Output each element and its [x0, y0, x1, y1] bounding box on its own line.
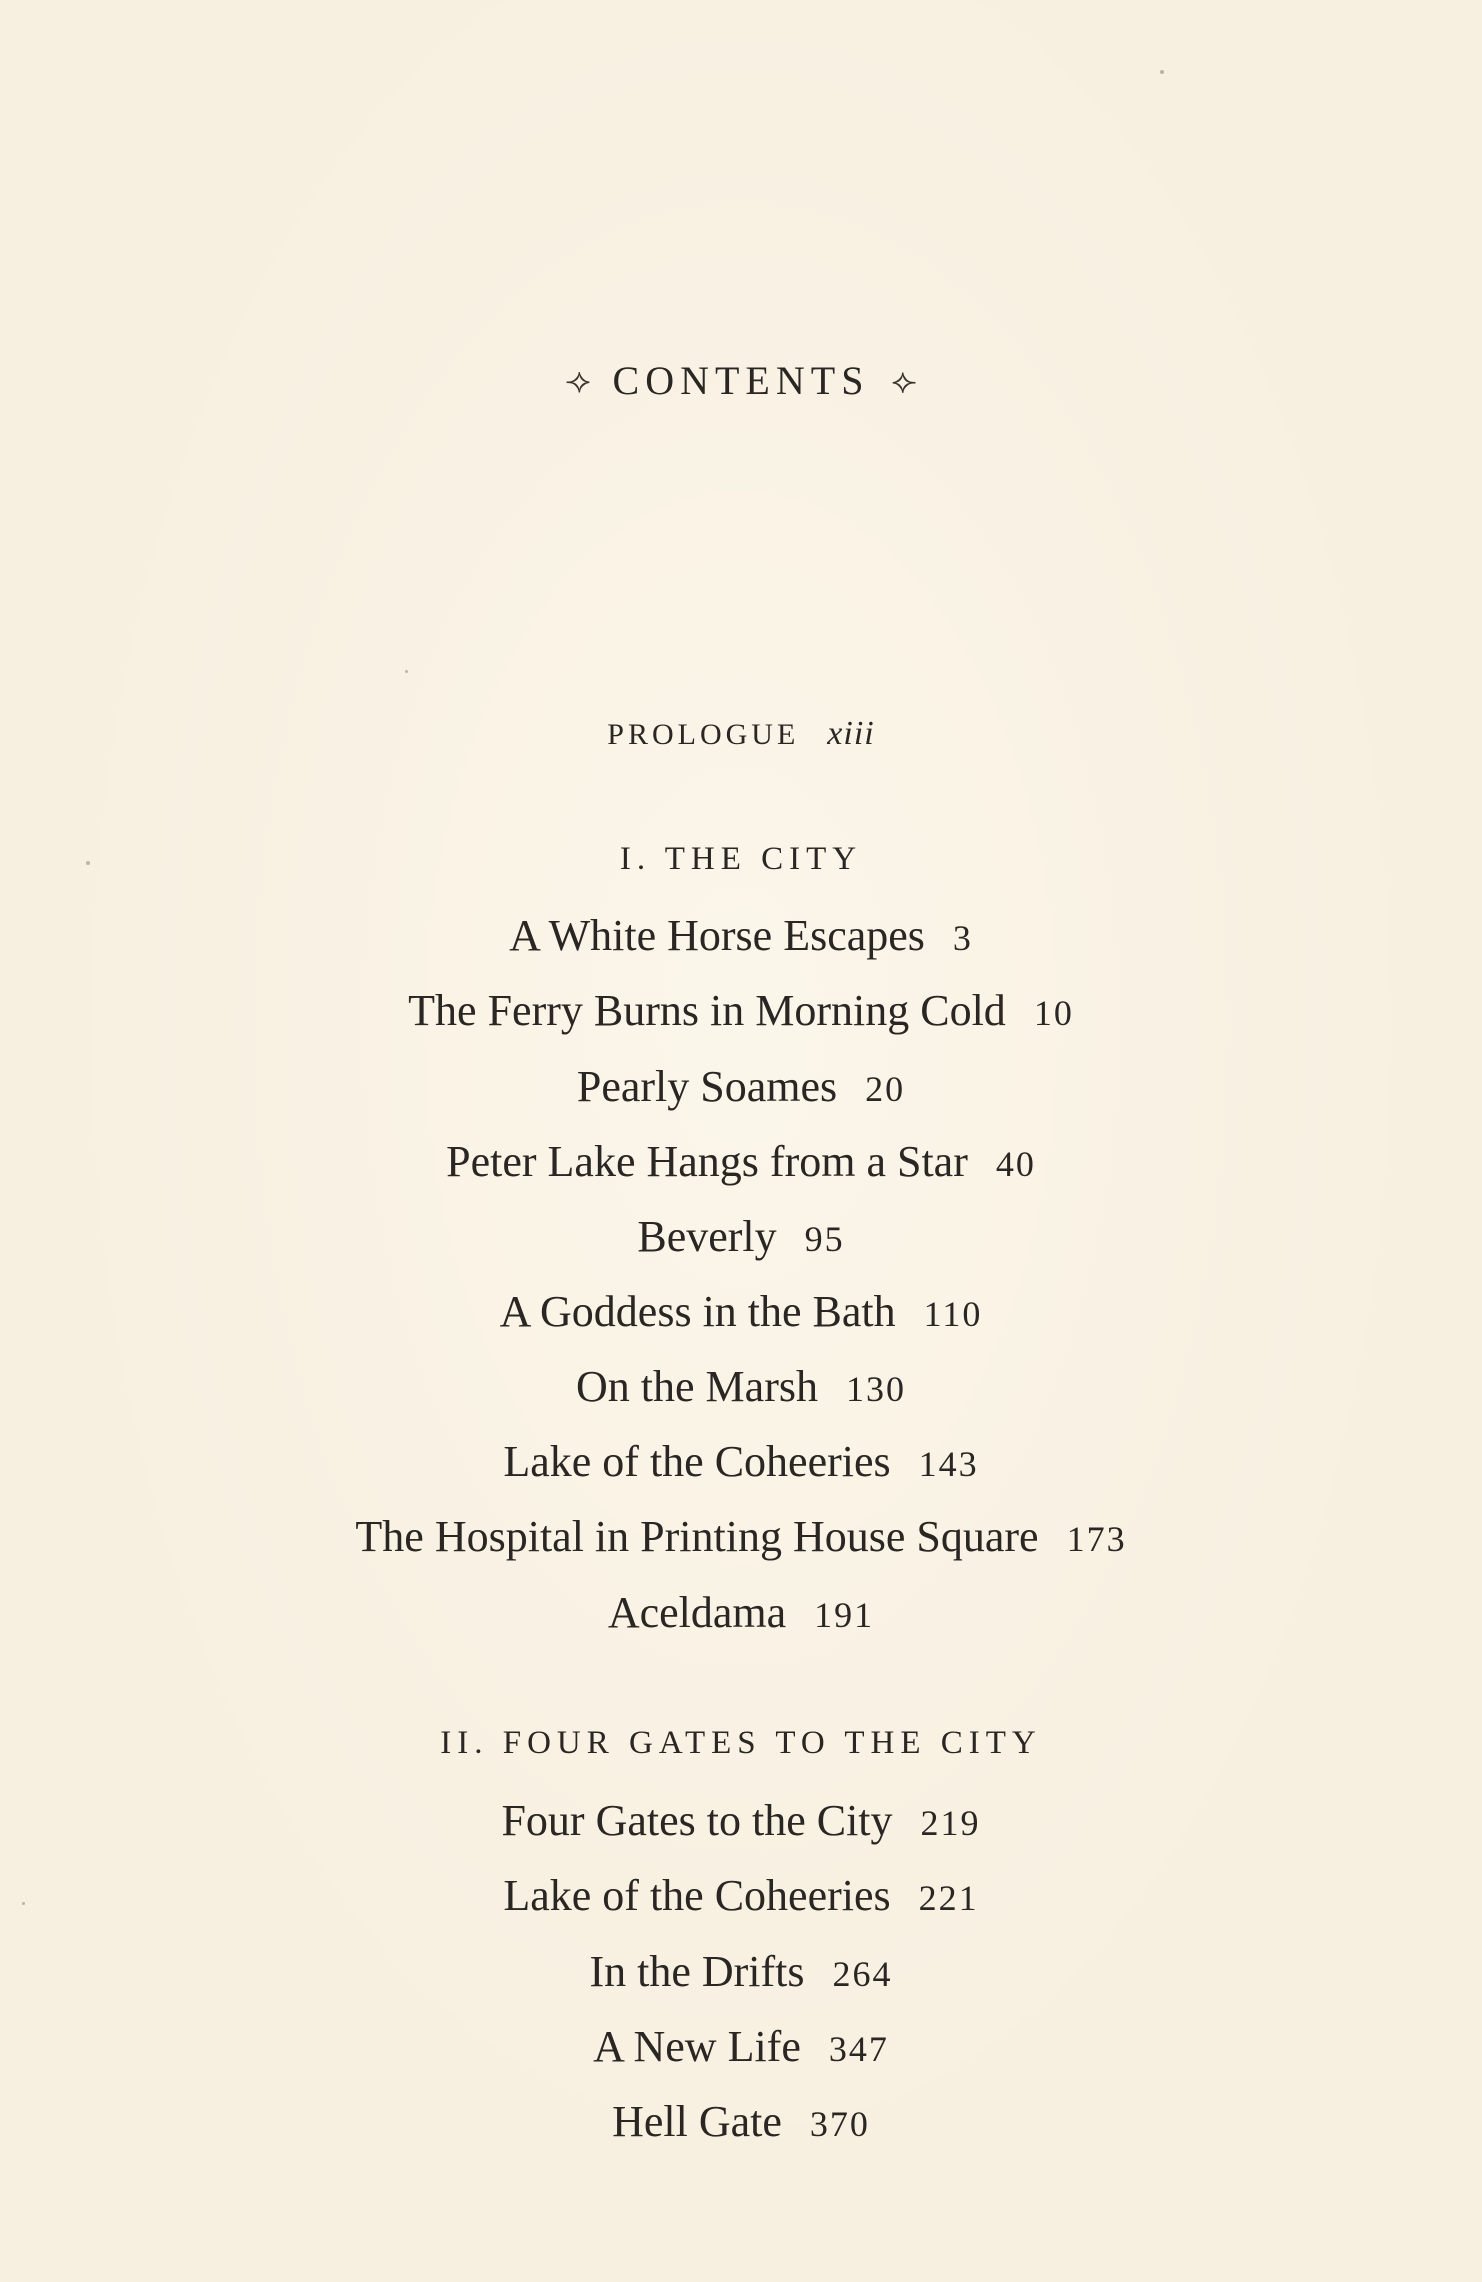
entry-title: Beverly: [637, 1212, 777, 1261]
entry-page-number: 221: [918, 1878, 979, 1918]
entry-title: The Ferry Burns in Morning Cold: [408, 986, 1006, 1035]
entry-page-number: 264: [832, 1954, 893, 1994]
entry-title: Lake of the Coheeries: [503, 1871, 891, 1920]
entry-title: Lake of the Coheeries: [503, 1437, 891, 1486]
toc-entry: [0, 1361, 1482, 1412]
entry-title: A White Horse Escapes: [509, 911, 925, 960]
entry-page-number: 347: [828, 2029, 889, 2069]
entry-page-number: 370: [809, 2104, 870, 2144]
entry-title: Hell Gate: [612, 2097, 782, 2146]
entry-page-number: 40: [995, 1144, 1036, 1184]
toc-entry: [0, 1511, 1482, 1562]
ornament-left-icon: ⟢: [565, 363, 591, 400]
toc-entry: [0, 1795, 1482, 1846]
entry-page-number: 219: [920, 1803, 981, 1843]
entry-title: Peter Lake Hangs from a Star: [446, 1137, 968, 1186]
toc-entry: [0, 910, 1482, 961]
entry-title: A Goddess in the Bath: [499, 1287, 896, 1336]
prologue-page-number: xiii: [827, 715, 875, 752]
toc-entry: [0, 1436, 1482, 1487]
entry-title: In the Drifts: [589, 1947, 805, 1996]
part-title: II. FOUR GATES TO THE CITY: [440, 1725, 1042, 1761]
entry-title: Pearly Soames: [576, 1062, 838, 1111]
prologue-entry: [0, 715, 1482, 753]
toc-entry: [0, 1587, 1482, 1638]
entry-title: The Hospital in Printing House Square: [355, 1512, 1039, 1561]
entry-page-number: 110: [923, 1294, 983, 1334]
paper-speck: [1160, 70, 1164, 74]
toc-entry: [0, 1211, 1482, 1262]
paper-speck: [405, 670, 408, 673]
entry-page-number: 10: [1033, 993, 1074, 1033]
contents-title: CONTENTS: [612, 358, 870, 403]
ornament-right-icon: ⟣: [891, 363, 917, 400]
toc-entry: [0, 985, 1482, 1036]
toc-entry: [0, 1946, 1482, 1997]
entry-title: On the Marsh: [576, 1362, 818, 1411]
entry-page-number: 173: [1066, 1519, 1127, 1559]
entry-title: Aceldama: [607, 1588, 787, 1637]
toc-entry: [0, 1061, 1482, 1112]
prologue-label: PROLOGUE: [607, 718, 800, 751]
toc-entry: [0, 2096, 1482, 2147]
toc-entry: [0, 2021, 1482, 2072]
entry-page-number: 191: [814, 1595, 875, 1635]
entry-title: Four Gates to the City: [501, 1796, 893, 1845]
toc-entry: [0, 1136, 1482, 1187]
entry-page-number: 20: [865, 1069, 906, 1109]
toc-entry: [0, 1286, 1482, 1337]
entry-title: A New Life: [593, 2022, 801, 2071]
part-title: I. THE CITY: [619, 841, 863, 877]
toc-entry: [0, 1870, 1482, 1921]
entry-page-number: 143: [918, 1444, 979, 1484]
entry-page-number: 3: [952, 918, 973, 958]
contents-heading: [0, 357, 1482, 404]
part-heading: [0, 1725, 1482, 1762]
part-heading: [0, 841, 1482, 878]
entry-page-number: 95: [804, 1219, 845, 1259]
entry-page-number: 130: [845, 1369, 906, 1409]
